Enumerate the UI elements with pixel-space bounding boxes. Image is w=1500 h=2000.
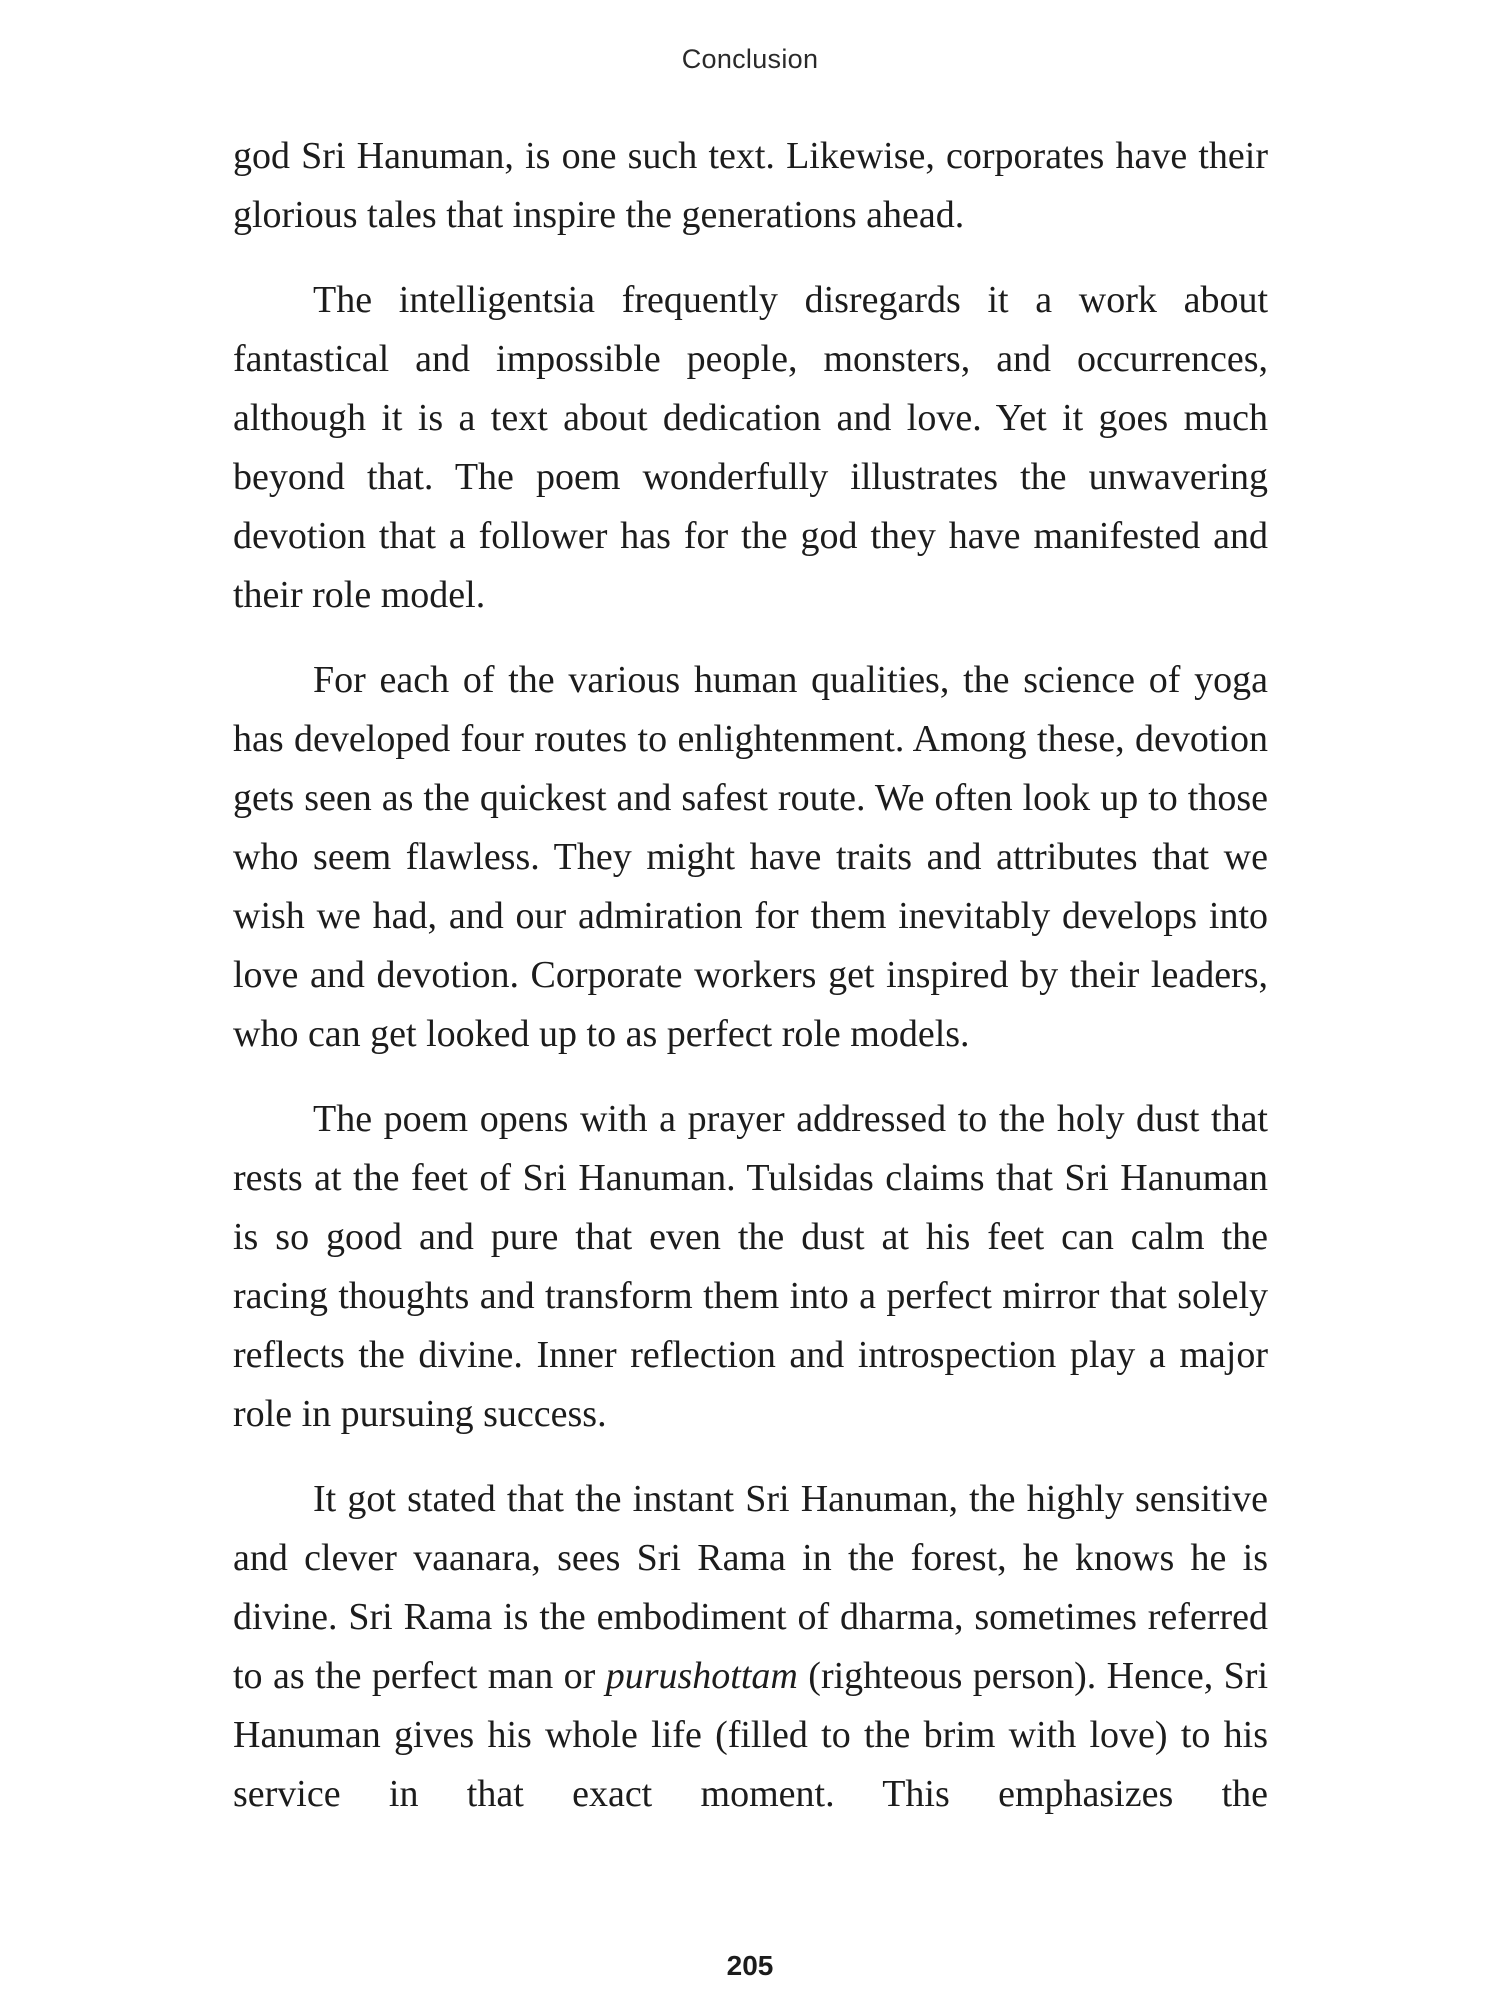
page-number: 205 bbox=[726, 1950, 774, 1981]
italic-term: purushottam bbox=[605, 1655, 798, 1697]
running-head: Conclusion bbox=[681, 44, 819, 74]
paragraph-1: god Sri Hanuman, is one such text. Likewise, corporates have their glorious tales that inspire the generations ahead. bbox=[233, 135, 1268, 236]
body-text bbox=[233, 127, 1268, 1850]
paragraph-5-text-end: (righteous person). Hence, Sri Hanuman gives his whole life (filled to the brim with love) to his service in that exact moment. This emphasizes the bbox=[233, 1655, 1268, 1815]
paragraph-5 bbox=[233, 1470, 1268, 1824]
paragraph-2: The intelligentsia frequently disregards it a work about fantastical and impossible people, monsters, and occurrences, although it is a text about dedication and love. Yet it goes much beyond that. The poem wonderfully illustrates the unwavering devotion that a follower has for the god they have manifested and their role model. bbox=[233, 279, 1268, 616]
paragraph-5-text-start: It got stated that the instant Sri Hanuman, the highly sensitive and clever vaanara, sees Sri Rama in the forest, he knows he is divine. Sri Rama is the embodiment of dharma, sometimes referred to as the perfect man or bbox=[233, 1478, 1268, 1697]
paragraph-3: For each of the various human qualities, the science of yoga has developed four routes to enlightenment. Among these, devotion gets seen as the quickest and safest route. We often look up to those who seem flawless. They might have traits and attributes that we wish we had, and our admiration for them inevitably develops into love and devotion. Corporate workers get inspired by their leaders, who can get looked up to as perfect role models. bbox=[233, 659, 1268, 1055]
paragraph-4: The poem opens with a prayer addressed to the holy dust that rests at the feet of Sri Hanuman. Tulsidas claims that Sri Hanuman is so good and pure that even the dust at his feet can calm the racing thoughts and transform them into a perfect mirror that solely reflects the divine. Inner reflection and introspection play a major role in pursuing success. bbox=[233, 1098, 1268, 1435]
